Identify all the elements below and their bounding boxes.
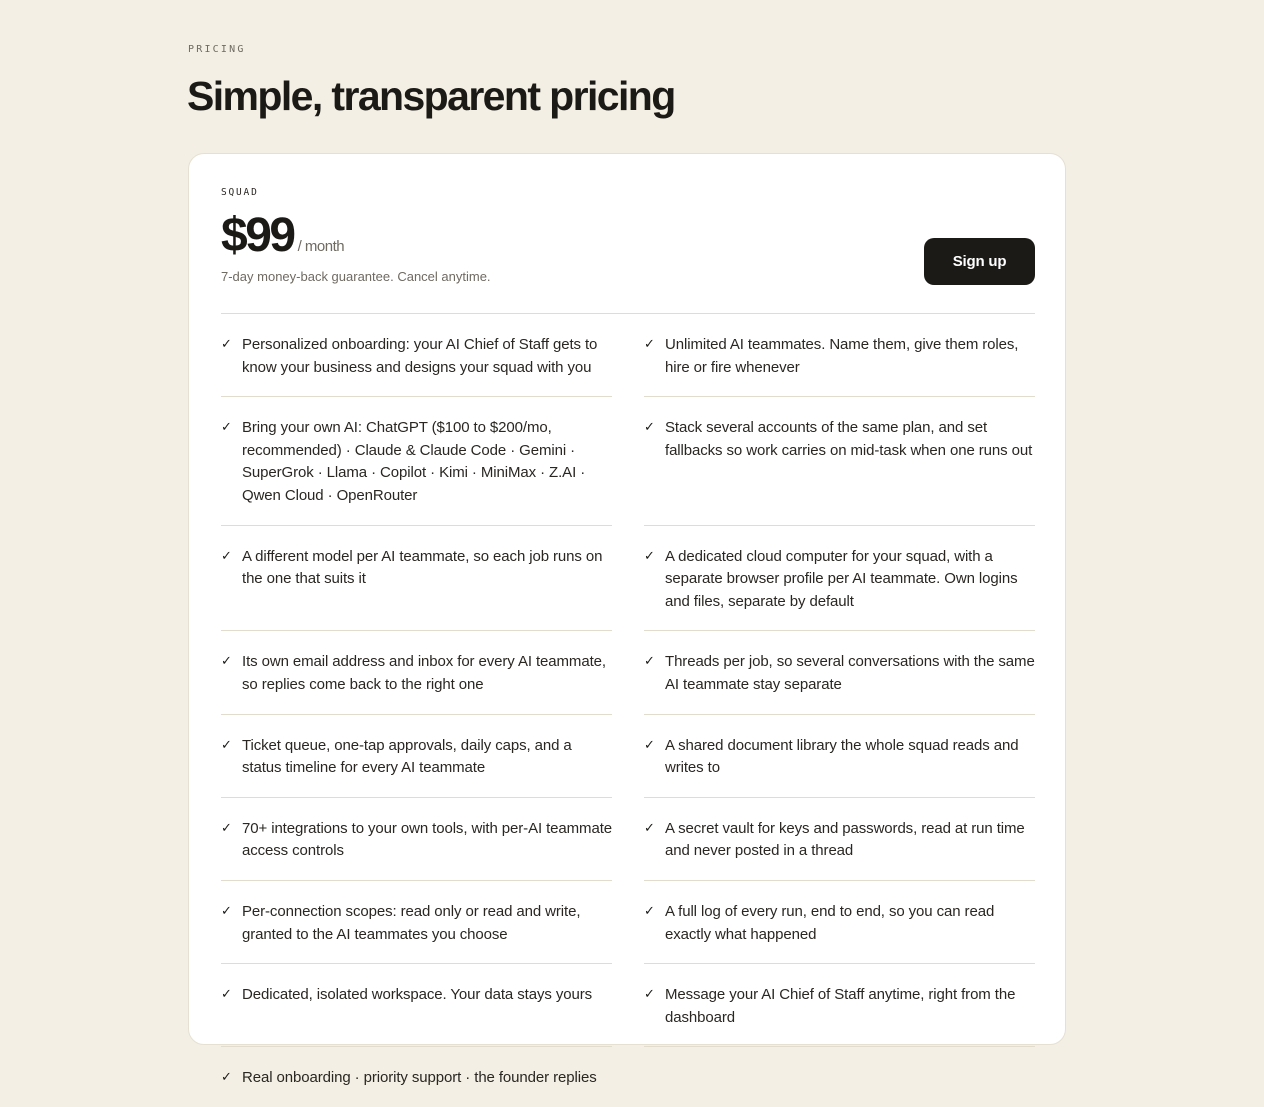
feature-list <box>221 314 1035 1107</box>
plan-price: $99 <box>221 209 294 262</box>
check-icon: ✓ <box>221 987 232 1003</box>
sign-up-button[interactable]: Sign up <box>924 238 1035 285</box>
feature-item <box>221 964 612 1047</box>
pricing-card <box>188 153 1066 1087</box>
feature-text: Stack several accounts of the same plan, and set fallbacks so work carries on mid-task when one runs out <box>665 419 1033 459</box>
feature-text: Real onboarding · priority support · the founder replies <box>242 1069 597 1087</box>
check-icon: ✓ <box>644 987 655 1003</box>
check-icon: ✓ <box>644 654 655 670</box>
page-title: Simple, transparent pricing <box>187 73 675 119</box>
check-icon: ✓ <box>221 737 232 753</box>
check-icon: ✓ <box>221 420 232 436</box>
check-icon: ✓ <box>221 548 232 564</box>
feature-item <box>221 1047 612 1107</box>
feature-item <box>644 526 1035 632</box>
feature-item <box>644 314 1035 397</box>
price-row <box>221 206 344 266</box>
feature-item <box>644 631 1035 714</box>
feature-text: Dedicated, isolated workspace. Your data stays yours <box>242 986 593 1004</box>
check-icon: ✓ <box>221 654 232 670</box>
feature-item <box>221 397 612 525</box>
feature-item <box>644 397 1035 525</box>
check-icon: ✓ <box>644 420 655 436</box>
feature-item <box>221 881 612 964</box>
check-icon: ✓ <box>221 337 232 352</box>
section-eyebrow: PRICING <box>188 44 246 55</box>
feature-text: Ticket queue, one-tap approvals, daily caps, and a status timeline for every AI teammate <box>242 736 572 777</box>
feature-item <box>221 314 612 397</box>
feature-text: Bring your own AI: ChatGPT ($100 to $200/mo, recommended) · Claude & Claude Code · Gemini · SuperGrok · Llama · Copilot · Kimi · MiniMax · Z.AI · Qwen Cloud · OpenRouter <box>242 419 586 504</box>
feature-text: A secret vault for keys and passwords, read at run time and never posted in a thread <box>665 819 1025 860</box>
price-period: / month <box>297 238 345 255</box>
feature-text: Threads per job, so several conversations with the same AI teammate stay separate <box>665 653 1035 693</box>
guarantee-note: 7-day money-back guarantee. Cancel anytime. <box>221 269 491 284</box>
feature-item <box>221 715 612 798</box>
feature-text: Personalized onboarding: your AI Chief of Staff gets to know your business and designs your squad with you <box>242 336 598 376</box>
check-icon: ✓ <box>221 820 232 836</box>
feature-item <box>221 798 612 881</box>
feature-text: A different model per AI teammate, so each job runs on the one that suits it <box>242 547 603 588</box>
check-icon: ✓ <box>644 820 655 836</box>
feature-text: 70+ integrations to your own tools, with per-AI teammate access controls <box>242 819 613 860</box>
feature-text: A full log of every run, end to end, so you can read exactly what happened <box>665 902 995 943</box>
feature-item <box>221 631 612 714</box>
feature-text: A dedicated cloud computer for your squad, with a separate browser profile per AI teammate. Own logins and files, separate by default <box>665 547 1018 610</box>
feature-text: Message your AI Chief of Staff anytime, right from the dashboard <box>665 986 1016 1026</box>
check-icon: ✓ <box>644 337 655 352</box>
feature-item <box>644 881 1035 964</box>
check-icon: ✓ <box>644 548 655 564</box>
plan-name: SQUAD <box>221 187 259 198</box>
feature-text: Its own email address and inbox for every AI teammate, so replies come back to the right one <box>242 653 606 693</box>
feature-text: Unlimited AI teammates. Name them, give them roles, hire or fire whenever <box>665 336 1019 376</box>
check-icon: ✓ <box>644 737 655 753</box>
check-icon: ✓ <box>221 903 232 919</box>
check-icon: ✓ <box>221 1070 232 1086</box>
feature-text: Per-connection scopes: read only or read and write, granted to the AI teammates you choose <box>242 902 581 943</box>
feature-item <box>644 964 1035 1047</box>
check-icon: ✓ <box>644 903 655 919</box>
feature-item <box>644 715 1035 798</box>
feature-text: A shared document library the whole squad reads and writes to <box>665 736 1019 777</box>
feature-item <box>644 798 1035 881</box>
feature-item <box>221 526 612 632</box>
